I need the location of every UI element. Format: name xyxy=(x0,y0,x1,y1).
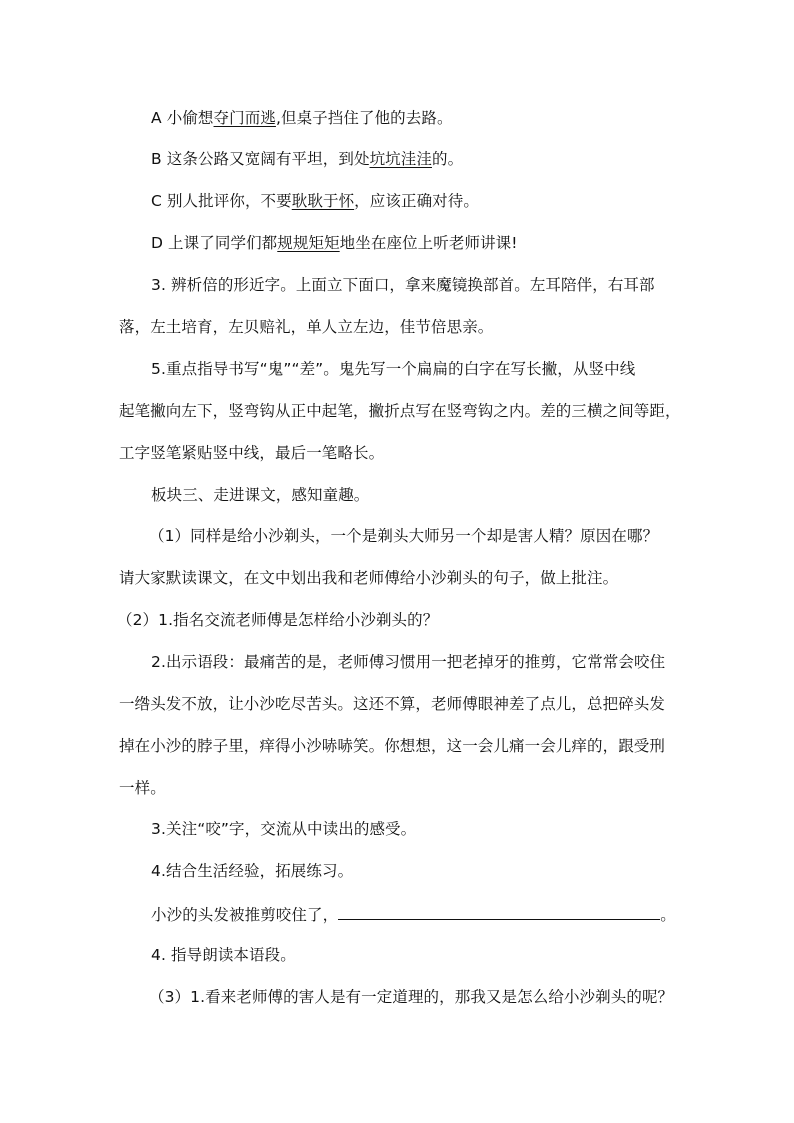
option-a-suffix: ,但桌子挡住了他的去路。 xyxy=(275,109,453,127)
excerpt-line4: 一样。 xyxy=(119,779,166,797)
option-a xyxy=(151,108,453,128)
excerpt-line2: 一绺头发不放，让小沙吃尽苦头。这还不算，老师傅眼神差了点儿，总把碎头发 xyxy=(119,695,666,713)
section-heading: 板块三、走进课文，感知童趣。 xyxy=(151,486,370,504)
question1-line2: 请大家默读课文，在文中划出我和老师傅给小沙剃头的句子，做上批注。 xyxy=(119,569,619,587)
para5-line3: 工字竖笔紧贴竖中线，最后一笔略长。 xyxy=(119,444,385,462)
fill-in-exercise xyxy=(151,903,676,925)
fill-blank xyxy=(338,903,660,920)
option-c-idiom: 耿耿于怀 xyxy=(291,192,355,210)
option-c-prefix: C 别人批评你，不要 xyxy=(151,192,292,210)
question3: （3）1.看来老师傅的害人是有一定道理的，那我又是怎么给小沙剃头的呢？ xyxy=(149,988,674,1006)
excerpt-line3: 掉在小沙的脖子里，痒得小沙哧哧笑。你想想，这一会儿痛一会儿痒的，跟受刑 xyxy=(119,737,666,755)
para5-line1: 5.重点指导书写“鬼”“差”。鬼先写一个扁扁的白字在写长撇，从竖中线 xyxy=(151,360,636,378)
option-d xyxy=(151,233,518,253)
para5-line2: 起笔撇向左下，竖弯钩从正中起笔，撇折点写在竖弯钩之内。差的三横之间等距， xyxy=(119,402,681,420)
step4-reading: 4. 指导朗读本语段。 xyxy=(151,946,296,964)
option-c xyxy=(151,191,479,211)
step4: 4.结合生活经验，拓展练习。 xyxy=(151,862,354,880)
para3-line1: 3. 辨析倍的形近字。上面立下面口，拿来魔镜换部首。左耳陪伴，右耳部 xyxy=(151,276,655,294)
option-b-idiom: 坑坑洼洼 xyxy=(369,150,432,168)
step3: 3.关注“咬”字，交流从中读出的感受。 xyxy=(151,820,417,838)
option-a-idiom: 夺门而逃 xyxy=(213,109,276,127)
option-a-prefix: A 小偷想 xyxy=(151,109,214,127)
question2: （2）1.指名交流老师傅是怎样给小沙剃头的？ xyxy=(117,611,439,629)
question1-line1: （1）同样是给小沙剃头，一个是剃头大师另一个却是害人精？原因在哪？ xyxy=(149,527,659,545)
para3-line2: 落，左土培育，左贝赔礼，单人立左边，佳节倍思亲。 xyxy=(119,318,494,336)
option-b xyxy=(151,149,463,169)
option-b-prefix: B 这条公路又宽阔有平坦，到处 xyxy=(151,150,370,168)
option-b-suffix: 的。 xyxy=(431,150,464,168)
option-c-suffix: ，应该正确对待。 xyxy=(354,192,479,210)
option-d-suffix: 地坐在座位上听老师讲课! xyxy=(339,234,518,252)
option-d-idiom: 规规矩矩 xyxy=(277,234,340,252)
option-d-prefix: D 上课了同学们都 xyxy=(151,234,278,252)
excerpt-line1: 2.出示语段：最痛苦的是，老师傅习惯用一把老掉牙的推剪，它常常会咬住 xyxy=(151,653,666,671)
fill-suffix: 。 xyxy=(660,906,676,924)
fill-prefix: 小沙的头发被推剪咬住了， xyxy=(151,906,339,924)
